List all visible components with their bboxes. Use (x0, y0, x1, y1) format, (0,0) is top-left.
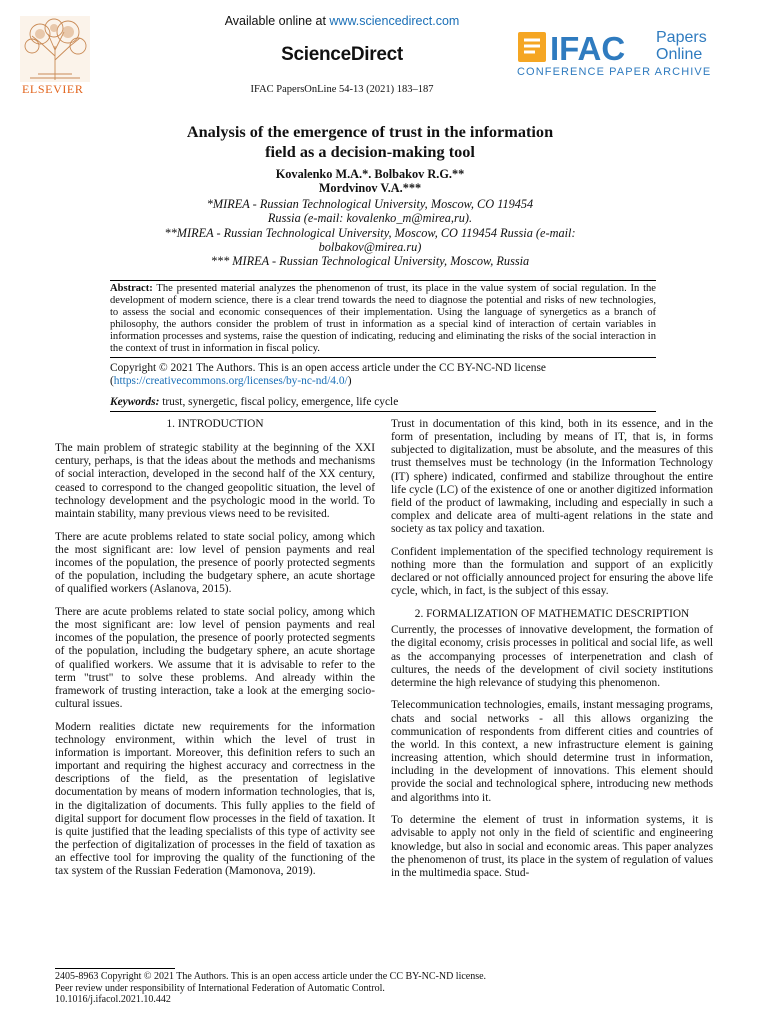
affiliation-line: *** MIREA - Russian Technological University, Moscow, Russia (210, 254, 530, 269)
authors-line: Kovalenko M.A.*. Bolbakov R.G.** (275, 167, 465, 181)
footer-line: 2405-8963 Copyright © 2021 The Authors. This is an open access article under the CC BY-NC-ND license. (55, 971, 487, 982)
affiliations (100, 197, 640, 268)
abstract (110, 280, 656, 358)
authors (100, 167, 640, 195)
available-prefix: Available online at (224, 14, 330, 28)
title-line: Analysis of the emergence of trust in the information (186, 122, 554, 141)
affiliation-line: *MIREA - Russian Technological University, Moscow, CO 119454 (206, 197, 534, 211)
authors-line: Mordvinov V.A.*** (318, 181, 422, 195)
ifac-word: IFAC (550, 30, 626, 67)
sciencedirect-wordmark: ScienceDirect (281, 44, 403, 65)
paragraph: Confident implementation of the specified technology requirement is nothing more than the formulation and support of an explicitly declared or not officially announced project for ensuring the above life cycle, which, in fact, is the subject of this essay. (391, 545, 713, 598)
section-heading-introduction: 1. INTRODUCTION (166, 418, 264, 430)
paragraph: Currently, the processes of innovative development, the formation of the digital economy, crisis processes in political and social life, as well as the accompanying processes of interpenetration and clash of cultures, the needs of the development of civil society institutions determine the high relevance of studying this phenomenon. (391, 624, 713, 689)
journal-citation: IFAC PapersOnLine 54-13 (2021) 183–187 (250, 84, 434, 95)
ifac-online: Online (656, 46, 703, 63)
paper-title (100, 122, 640, 162)
copyright-text: Copyright © 2021 The Authors. This is an open access article under the CC BY-NC-ND license (110, 362, 546, 374)
copyright-notice (110, 362, 656, 388)
paragraph: Modern realities dictate new requirements for the information technology environment, within which the level of trust in information is important. Moreover, this definition refers to such an important and requiring the highest accuracy and correctness in the descriptions of the field, as the presentation of legislative documentation by means of modern information technologies, that is, in the digitalization of documents. This fully applies to the field of digital support for document flow processes in the field of taxation. It is quite justified that the leading specialists of this type of activity see the perfection of digitalization of processes in the field of taxation as an effective tool for improving the quality of the functioning of the tax system of the Russian Federation (Mamonova, 2019). (55, 720, 375, 878)
affiliation-line: **MIREA - Russian Technological University, Moscow, CO 119454 Russia (e-mail: (164, 225, 576, 240)
elsevier-wordmark: ELSEVIER (22, 82, 84, 96)
right-column (391, 418, 713, 890)
sciencedirect-link[interactable]: www.sciencedirect.com (329, 14, 460, 28)
keywords (110, 396, 656, 408)
affiliation-line: bolbakov@mirea.ru) (318, 239, 422, 254)
footer-divider (55, 968, 175, 969)
license-open: ( (110, 375, 114, 387)
paragraph: There are acute problems related to state social policy, among which the most significant are: low level of pension payments and real incomes of the population, the presence of poorly protected segments of the population, including the budgetary sphere, an acute shortage of qualified workers. We assume that it is advisable to refer to the term "trust" to solve these problems. And already within the framework of trusting interaction, take a look at the emerging socio-cultural issues. (55, 605, 375, 710)
title-line: field as a decision-making tool (265, 142, 475, 161)
footer (55, 971, 655, 1006)
ifac-tagline: CONFERENCE PAPER ARCHIVE (517, 66, 712, 78)
keywords-label: Keywords: (110, 396, 160, 408)
license-link[interactable]: https://creativecommons.org/licenses/by-nc-nd/4.0/ (113, 375, 348, 387)
ifac-papers: Papers (656, 29, 707, 46)
paragraph: To determine the element of trust in information systems, it is advisable to apply not only in the field of scientific and engineering knowledge, but also in social and economic areas. This paper analyzes the phenomenon of trust, its place in the system of regulation of values in the multimedia space. Stud- (391, 814, 713, 879)
section-heading-formalization: 2. FORMALIZATION OF MATHEMATIC DESCRIPTION (414, 608, 690, 621)
keywords-text: trust, synergetic, fiscal policy, emergence, life cycle (159, 396, 399, 408)
keywords-divider (110, 411, 656, 412)
affiliation-line: Russia (e-mail: kovalenko_m@mirea,ru). (267, 211, 473, 226)
abstract-label: Abstract: (110, 283, 153, 294)
footer-line: Peer review under responsibility of International Federation of Automatic Control. (55, 982, 385, 994)
footer-doi: 10.1016/j.ifacol.2021.10.442 (55, 994, 171, 1006)
license-close: ) (347, 375, 352, 387)
elsevier-tree-icon (20, 16, 90, 82)
abstract-text: The presented material analyzes the phenomenon of trust, its place in the value system of social regulation. In the development of modern science, there is a clear trend towards the need to diagnose the potential and risks of new technologies, to assess the social and economic consequences of their implementation. Using the language of synergetics as a branch of philosophy, the authors consider the problem of trust in information as a special kind of interaction of certain variables in information processes and systems, raise the question of indicating, reducing and eliminating the risks of the social interaction in the context of trust in information in fiscal policy. (110, 283, 656, 354)
paragraph: Trust in documentation of this kind, both in its essence, and in the form of presentation, including by means of IT, that is, in forms subjected to digitalization, must be absolute, and the measures of this trust themselves must be technology (in the Information Technology (IT) sphere) indicated, confirmed and stabilize throughout the entire life cycle (LC) of the existence of one or another digitized information field of the product of lawmaking, including and especially in such a complex and delicate area of multi-agent relations in the state and society as tax policy and taxation. (391, 418, 713, 536)
paragraph: Telecommunication technologies, emails, instant messaging programs, chats and social networks - all this allows organizing the communication of respondents from different cities and countries of the world. In this context, a new infrastructure element is gaining increasing attention, which should determine trust in information, including in the development of innovations. This element should provide the social and technological sphere, introducing new methods and algorithms into it. (391, 699, 713, 804)
paragraph: The main problem of strategic stability at the beginning of the XXI century, perhaps, is that the ideas about the methods and mechanisms of social interaction, developed in the second half of the XX century, ceased to correspond to the changed geopolitic situation, the level of technology development and the psychologic mood in the world. To maintain stability, many previous views need to be revisited. (55, 442, 375, 520)
paragraph: There are acute problems related to state social policy, among which the most significant are: low level of pension payments and real incomes of the population, the presence of poorly protected segments of the population, including the budgetary sphere, an acute shortage of qualified workers (Aslanova, 2015). (55, 530, 375, 596)
left-column (55, 418, 375, 888)
